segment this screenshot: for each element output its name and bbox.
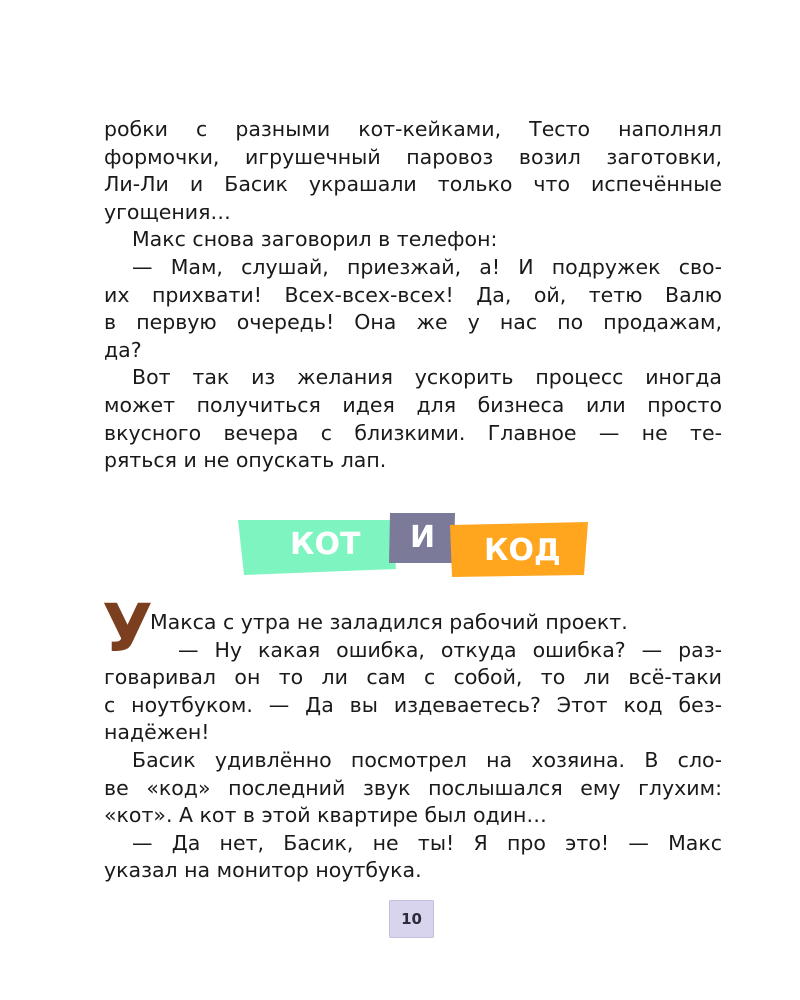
title-word-i: И: [410, 520, 436, 555]
text-line: Макса с утра не заладился рабочий проект.: [150, 610, 628, 634]
text-line: говаривал он то ли сам с собой, то ли всё-таки: [104, 665, 722, 690]
text-line: с ноутбуком. — Да вы издеваетесь? Этот код без-: [104, 692, 722, 717]
text-line: их прихвати! Всех-всех-всех! Да, ой, тетю Валю: [104, 282, 722, 307]
text-line: — Да нет, Басик, не ты! Я про это! — Макс: [132, 830, 722, 855]
text-line: да?: [104, 337, 142, 362]
text-line: Макс снова заговорил в телефон:: [132, 227, 498, 252]
text-line: — Ну какая ошибка, откуда ошибка? — раз-: [178, 637, 722, 662]
text-line: ряться и не опускать лап.: [104, 448, 387, 473]
page-number-label: 10: [401, 910, 422, 928]
text-line: ве «код» последний звук послышался ему глухим:: [104, 775, 722, 800]
top-text-block: [104, 116, 722, 475]
text-line: вкусного вечера с близкими. Главное — не те-: [104, 420, 722, 445]
drop-cap: У: [102, 590, 153, 667]
text-line: Вот так из желания ускорить процесс иногда: [132, 365, 722, 390]
text-line: — Мам, слушай, приезжай, а! И подружек сво-: [132, 254, 722, 279]
text-line: может получиться идея для бизнеса или просто: [104, 392, 722, 417]
title-word-kod: КОД: [484, 533, 561, 568]
text-line: угощения…: [104, 199, 231, 224]
text-line: указал на монитор ноутбука.: [104, 858, 422, 883]
text-line: Ли-Ли и Басик украшали только что испечённые: [104, 172, 722, 197]
text-line: формочки, игрушечный паровоз возил заготовки,: [104, 144, 722, 169]
text-line: «кот». А кот в этой квартире был один…: [104, 803, 547, 828]
title-word-kot: КОТ: [290, 527, 361, 562]
bottom-text-block: [104, 609, 722, 885]
text-line: надёжен!: [104, 720, 210, 745]
text-line: робки с разными кот-кейками, Тесто наполнял: [104, 117, 722, 141]
text-line: в первую очередь! Она же у нас по продажам,: [104, 310, 722, 335]
text-line: Басик удивлённо посмотрел на хозяина. В сло-: [132, 747, 722, 772]
chapter-title: [0, 505, 800, 590]
chapter-title-shapes: [0, 505, 800, 590]
page-number: [389, 900, 434, 938]
